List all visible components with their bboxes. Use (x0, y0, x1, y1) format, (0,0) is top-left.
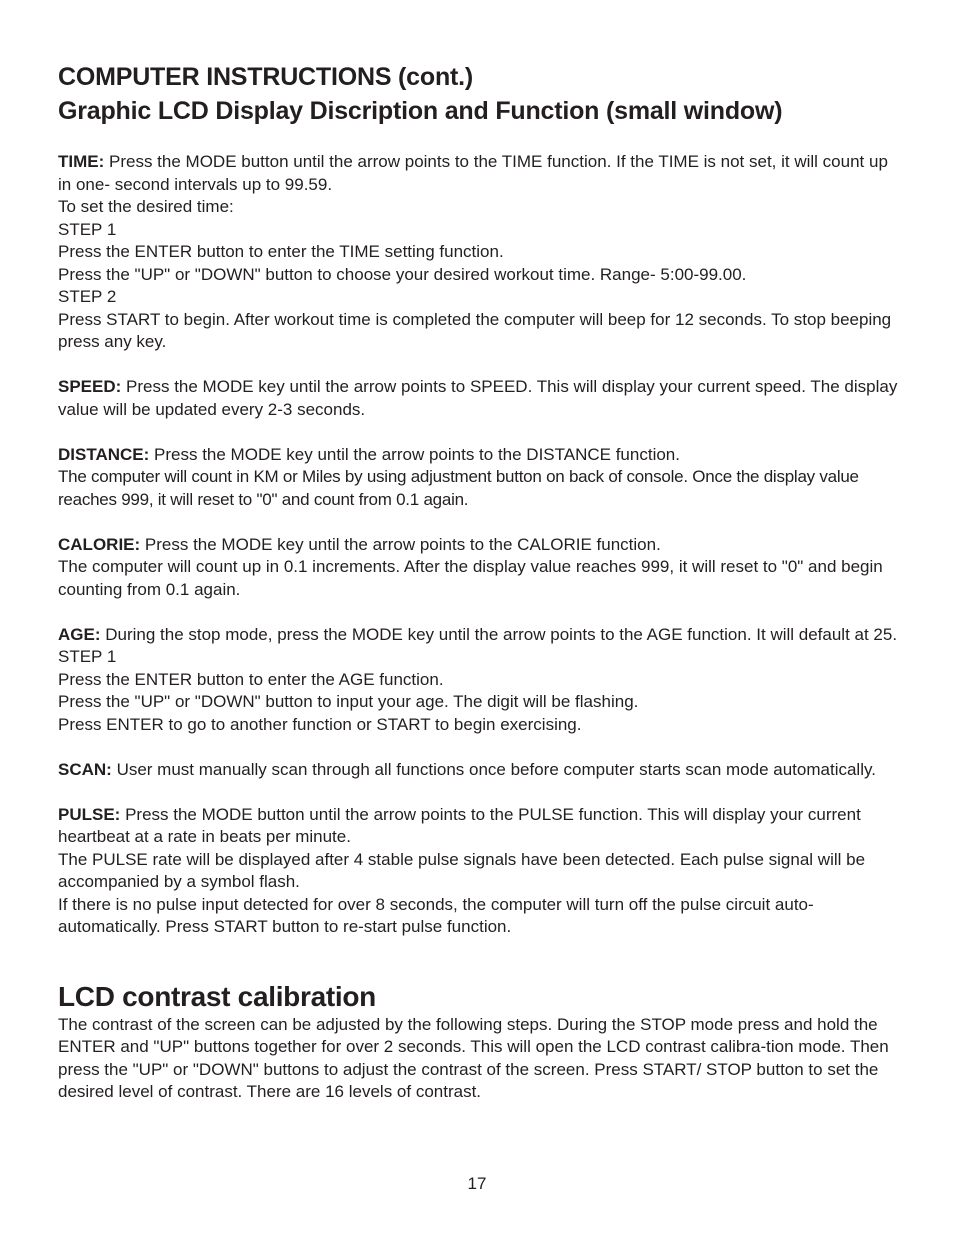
calorie-section (58, 534, 900, 602)
time-line: STEP 2 (58, 287, 117, 306)
age-line: Press the ENTER button to enter the AGE function. (58, 669, 444, 689)
calorie-label: CALORIE: (58, 534, 141, 554)
time-line: Press START to begin. After workout time is completed the computer will beep for 12 seconds. To stop beeping press any key. (58, 309, 892, 351)
scan-intro: SCAN: User must manually scan through all functions once before computer starts scan mode automatically. (58, 759, 876, 779)
time-line: Press the ENTER button to enter the TIME setting function. (58, 242, 504, 261)
age-line: STEP 1 (58, 647, 117, 666)
speed-label: SPEED: (58, 377, 122, 396)
pulse-line: If there is no pulse input detected for over 8 seconds, the computer will turn off the pulse circuit auto-automatically. Press START button to re-start pulse function. (58, 894, 814, 936)
age-section (58, 624, 900, 737)
age-label: AGE: (58, 624, 101, 644)
distance-line: The computer will count in KM or Miles by using adjustment button on back of console. Once the display value reaches 999, it will reset to "0" and count from 0.1 again. (58, 467, 859, 509)
distance-label: DISTANCE: (58, 444, 150, 464)
scan-label: SCAN: (58, 759, 112, 779)
document-page (58, 60, 900, 1104)
page-number: 17 (467, 1174, 487, 1193)
lcd-text: The contrast of the screen can be adjusted by the following steps. During the STOP mode press and hold the ENTER and "UP" buttons together for over 2 seconds. This will open the LCD contrast calibra-tion mode. Then press the "UP" or "DOWN" buttons to adjust the contrast of the screen. Press START/ STOP button to set the desired level of contrast. There are 16 levels of contrast. (58, 1014, 889, 1101)
distance-intro: DISTANCE: Press the MODE key until the arrow points to the DISTANCE function. (58, 444, 680, 464)
speed-section (58, 376, 900, 421)
lcd-section (58, 1014, 900, 1104)
age-line: Press the "UP" or "DOWN" button to input your age. The digit will be flashing. (58, 692, 639, 711)
time-line: Press the "UP" or "DOWN" button to choose your desired workout time. Range- 5:00-99.00. (58, 264, 747, 284)
calorie-intro: CALORIE: Press the MODE key until the arrow points to the CALORIE function. (58, 534, 661, 554)
page-subtitle: Graphic LCD Display Discription and Function (small window) (58, 97, 783, 125)
pulse-section (58, 804, 900, 939)
pulse-label: PULSE: (58, 804, 121, 824)
time-section (58, 151, 900, 354)
pulse-line: The PULSE rate will be displayed after 4 stable pulse signals have been detected. Each pulse signal will be accompanied by a symbol flash. (58, 849, 866, 891)
time-line: STEP 1 (58, 219, 117, 239)
time-label: TIME: (58, 152, 105, 171)
instructions-body (58, 151, 900, 939)
page-title: COMPUTER INSTRUCTIONS (cont.) (58, 63, 474, 91)
scan-section (58, 759, 900, 782)
calorie-line: The computer will count up in 0.1 increments. After the display value reaches 999, it will reset to "0" and begin counting from 0.1 again. (58, 557, 883, 599)
time-intro: TIME: Press the MODE button until the arrow points to the TIME function. If the TIME is not set, it will count up in one- second intervals up to 99.59. (58, 152, 888, 194)
age-line: Press ENTER to go to another function or START to begin exercising. (58, 714, 582, 734)
time-line: To set the desired time: (58, 197, 234, 216)
distance-section (58, 444, 900, 512)
lcd-heading: LCD contrast calibration (58, 980, 376, 1012)
pulse-intro: PULSE: Press the MODE button until the arrow points to the PULSE function. This will display your current heartbeat at a rate in beats per minute. (58, 804, 861, 846)
age-intro: AGE: During the stop mode, press the MODE key until the arrow points to the AGE function. It will default at 25. (58, 624, 898, 644)
speed-intro: SPEED: Press the MODE key until the arrow points to SPEED. This will display your current speed. The display value will be updated every 2-3 seconds. (58, 377, 898, 419)
